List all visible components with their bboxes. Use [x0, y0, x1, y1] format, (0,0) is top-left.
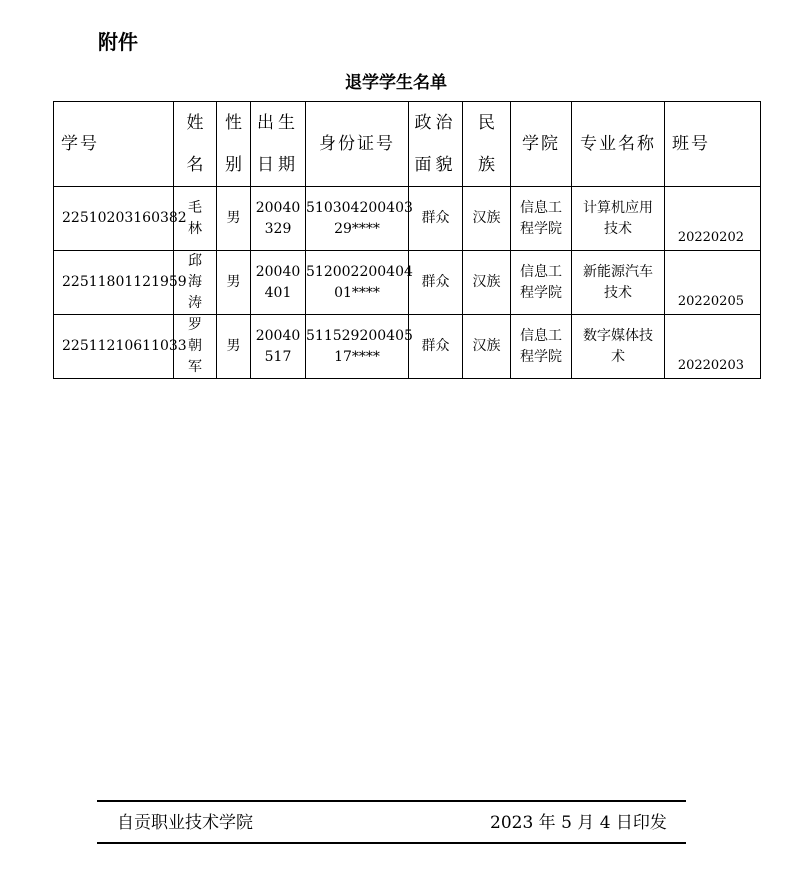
cell-id-number-line: 29****: [334, 220, 380, 237]
cell-college-line: 程学院: [520, 220, 562, 237]
cell-politics: 群众: [409, 251, 463, 315]
cell-student-id: 22511210611033: [54, 315, 174, 379]
cell-major-line: 技术: [604, 284, 632, 301]
cell-birth-line: 329: [264, 220, 292, 237]
cell-id-number-line: 510304200403: [306, 199, 413, 216]
table-header-row: [54, 102, 761, 187]
header-major: 专业名称: [572, 102, 665, 187]
cell-gender: 男: [217, 187, 251, 251]
cell-name-line: 朝: [188, 338, 202, 354]
cell-birth-line: 20040: [255, 327, 301, 344]
header-name-line: 名: [186, 155, 204, 175]
cell-birth: [251, 315, 306, 379]
student-table: [53, 101, 761, 379]
cell-student-id: 22511801121959: [54, 251, 174, 315]
cell-college-line: 信息工: [520, 327, 562, 344]
header-politics-line: 面貌: [414, 155, 457, 175]
header-politics: [409, 102, 463, 187]
header-name: [174, 102, 217, 187]
cell-major-line: 数字媒体技: [583, 327, 653, 344]
cell-major-line: 计算机应用: [583, 199, 653, 216]
footer-bottom-rule: [97, 842, 686, 844]
cell-name-line: 涛: [188, 295, 202, 311]
cell-college: [511, 187, 572, 251]
cell-student-id: 22510203160382: [54, 187, 174, 251]
cell-id-number: [306, 251, 413, 315]
cell-name-line: 林: [188, 220, 202, 237]
header-politics-line: 政治: [414, 113, 457, 133]
cell-gender: 男: [217, 315, 251, 379]
cell-birth: [251, 187, 306, 251]
cell-college: [511, 315, 572, 379]
cell-college-line: 程学院: [520, 348, 562, 365]
footer-top-rule: [97, 800, 686, 802]
cell-ethnicity: 汉族: [463, 315, 511, 379]
cell-birth-line: 401: [264, 284, 292, 301]
cell-name-line: 军: [188, 359, 202, 375]
header-id-number: 身份证号: [306, 102, 409, 187]
cell-id-number: [306, 187, 413, 251]
cell-major-line: 技术: [604, 220, 632, 237]
cell-class-no: 20220202: [665, 187, 761, 251]
cell-birth-line: 20040: [255, 263, 301, 280]
cell-college: [511, 251, 572, 315]
header-ethnicity: [463, 102, 511, 187]
table-row: [54, 315, 761, 379]
cell-class-no: 20220205: [665, 251, 761, 315]
cell-major-line: 术: [611, 348, 625, 365]
cell-name-line: 罗: [188, 317, 202, 333]
header-student-id: 学号: [54, 102, 174, 187]
header-ethnicity-line: 民: [478, 113, 495, 133]
cell-birth-line: 517: [264, 348, 292, 365]
footer-issuer: 自贡职业技术学院: [117, 813, 253, 833]
header-gender-line: 性: [225, 113, 242, 133]
document-title: 退学学生名单: [345, 73, 447, 93]
cell-id-number-line: 511529200405: [306, 327, 413, 344]
cell-gender: 男: [217, 251, 251, 315]
header-class-no: 班号: [665, 102, 761, 187]
header-birth-line: 日期: [257, 155, 299, 175]
header-name-line: 姓: [186, 113, 204, 133]
attachment-label: 附件: [98, 30, 138, 54]
header-college: 学院: [511, 102, 572, 187]
cell-id-number-line: 17****: [334, 348, 380, 365]
cell-name-line: 毛: [188, 199, 202, 216]
cell-ethnicity: 汉族: [463, 251, 511, 315]
cell-college-line: 信息工: [520, 263, 562, 280]
header-gender-line: 别: [225, 155, 242, 175]
cell-name-line: 邱: [188, 253, 202, 269]
cell-politics: 群众: [409, 315, 463, 379]
cell-id-number-line: 01****: [334, 284, 380, 301]
cell-major: [572, 315, 665, 379]
cell-major-line: 新能源汽车: [583, 263, 653, 280]
cell-politics: 群众: [409, 187, 463, 251]
header-ethnicity-line: 族: [478, 155, 495, 175]
cell-id-number: [306, 315, 413, 379]
table-row: [54, 251, 761, 315]
cell-id-number-line: 512002200404: [306, 263, 413, 280]
cell-birth: [251, 251, 306, 315]
header-gender: [217, 102, 251, 187]
table-row: [54, 187, 761, 251]
cell-major: [572, 251, 665, 315]
header-birth-line: 出生: [257, 113, 299, 133]
cell-ethnicity: 汉族: [463, 187, 511, 251]
cell-class-no: 20220203: [665, 315, 761, 379]
cell-college-line: 程学院: [520, 284, 562, 301]
cell-college-line: 信息工: [520, 199, 562, 216]
footer-date: 2023 年 5 月 4 日印发: [490, 813, 667, 833]
cell-birth-line: 20040: [255, 199, 301, 216]
cell-name-line: 海: [188, 274, 202, 290]
header-birth: [251, 102, 306, 187]
cell-major: [572, 187, 665, 251]
